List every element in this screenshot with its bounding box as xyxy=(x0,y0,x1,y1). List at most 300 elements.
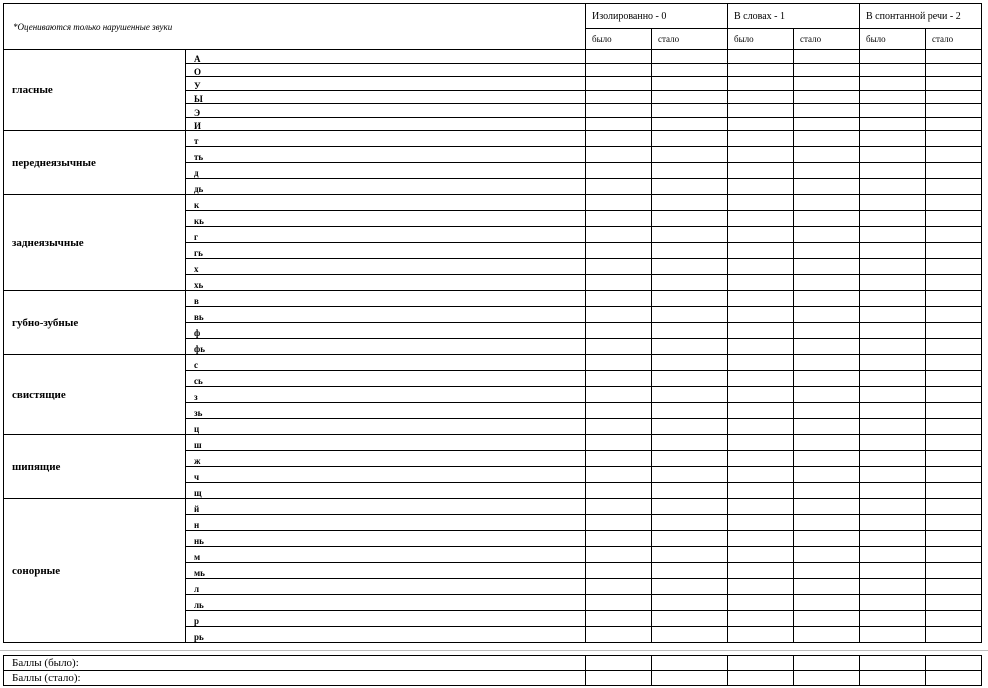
score-cell[interactable] xyxy=(794,656,860,671)
score-cell[interactable] xyxy=(926,195,982,211)
score-cell[interactable] xyxy=(860,211,926,227)
score-cell[interactable] xyxy=(652,211,728,227)
score-cell[interactable] xyxy=(926,50,982,64)
score-cell[interactable] xyxy=(926,291,982,307)
score-cell[interactable] xyxy=(652,563,728,579)
score-cell[interactable] xyxy=(860,355,926,371)
section-divider xyxy=(0,650,988,651)
score-cell[interactable] xyxy=(860,579,926,595)
score-cell[interactable] xyxy=(926,611,982,627)
score-cell[interactable] xyxy=(926,77,982,91)
score-cell[interactable] xyxy=(794,117,860,131)
sound-label: О xyxy=(186,63,586,77)
score-cell[interactable] xyxy=(794,195,860,211)
score-cell[interactable] xyxy=(586,531,652,547)
score-cell[interactable] xyxy=(728,104,794,118)
score-cell[interactable] xyxy=(728,77,794,91)
score-cell[interactable] xyxy=(860,419,926,435)
score-cell[interactable] xyxy=(728,227,794,243)
sound-row xyxy=(4,435,982,451)
score-cell[interactable] xyxy=(728,179,794,195)
score-cell[interactable] xyxy=(860,117,926,131)
score-cell[interactable] xyxy=(794,307,860,323)
score-cell[interactable] xyxy=(860,104,926,118)
score-cell[interactable] xyxy=(652,275,728,291)
score-cell[interactable] xyxy=(860,515,926,531)
sound-label: дь xyxy=(186,179,586,195)
score-cell[interactable] xyxy=(652,611,728,627)
score-cell[interactable] xyxy=(586,275,652,291)
score-cell[interactable] xyxy=(586,355,652,371)
score-cell[interactable] xyxy=(652,435,728,451)
score-cell[interactable] xyxy=(728,50,794,64)
score-cell[interactable] xyxy=(794,611,860,627)
score-cell[interactable] xyxy=(794,451,860,467)
score-cell[interactable] xyxy=(652,671,728,686)
score-cell[interactable] xyxy=(926,355,982,371)
sound-label: сь xyxy=(186,371,586,387)
score-cell[interactable] xyxy=(926,595,982,611)
score-cell[interactable] xyxy=(860,275,926,291)
score-cell[interactable] xyxy=(652,63,728,77)
subheader-after: стало xyxy=(794,29,860,50)
score-cell[interactable] xyxy=(728,387,794,403)
score-cell[interactable] xyxy=(926,307,982,323)
score-cell[interactable] xyxy=(926,515,982,531)
score-cell[interactable] xyxy=(586,579,652,595)
score-cell[interactable] xyxy=(586,371,652,387)
score-cell[interactable] xyxy=(652,163,728,179)
score-cell[interactable] xyxy=(586,50,652,64)
score-cell[interactable] xyxy=(926,579,982,595)
score-cell[interactable] xyxy=(794,435,860,451)
score-cell[interactable] xyxy=(652,50,728,64)
score-cell[interactable] xyxy=(586,117,652,131)
score-cell[interactable] xyxy=(652,259,728,275)
score-cell[interactable] xyxy=(794,387,860,403)
score-cell[interactable] xyxy=(728,611,794,627)
score-cell[interactable] xyxy=(586,227,652,243)
score-row-after xyxy=(4,671,982,686)
sound-row xyxy=(4,355,982,371)
score-cell[interactable] xyxy=(728,275,794,291)
sound-label: Ы xyxy=(186,90,586,104)
score-cell[interactable] xyxy=(926,339,982,355)
score-cell[interactable] xyxy=(860,656,926,671)
score-cell[interactable] xyxy=(586,339,652,355)
score-cell[interactable] xyxy=(728,451,794,467)
score-cell[interactable] xyxy=(652,451,728,467)
score-cell[interactable] xyxy=(926,531,982,547)
score-cell[interactable] xyxy=(728,467,794,483)
group-label-hissing: шипящие xyxy=(4,435,186,499)
score-cell[interactable] xyxy=(794,339,860,355)
score-cell[interactable] xyxy=(860,371,926,387)
score-cell[interactable] xyxy=(728,307,794,323)
group-label-anterior: переднеязычные xyxy=(4,131,186,195)
score-row-before xyxy=(4,656,982,671)
score-cell[interactable] xyxy=(586,563,652,579)
score-cell[interactable] xyxy=(794,403,860,419)
score-cell[interactable] xyxy=(728,259,794,275)
score-cell[interactable] xyxy=(794,259,860,275)
score-cell[interactable] xyxy=(728,515,794,531)
score-cell[interactable] xyxy=(586,104,652,118)
sound-label: ль xyxy=(186,595,586,611)
score-cell[interactable] xyxy=(794,483,860,499)
score-cell[interactable] xyxy=(926,179,982,195)
score-cell[interactable] xyxy=(586,259,652,275)
score-cell[interactable] xyxy=(860,307,926,323)
score-cell[interactable] xyxy=(794,131,860,147)
score-cell[interactable] xyxy=(728,403,794,419)
sound-label: И xyxy=(186,117,586,131)
score-cell[interactable] xyxy=(652,77,728,91)
score-cell[interactable] xyxy=(926,371,982,387)
sound-label: А xyxy=(186,50,586,64)
score-cell[interactable] xyxy=(926,163,982,179)
score-cell[interactable] xyxy=(926,259,982,275)
score-cell[interactable] xyxy=(860,467,926,483)
score-cell[interactable] xyxy=(652,90,728,104)
sound-label: ц xyxy=(186,419,586,435)
score-cell[interactable] xyxy=(728,656,794,671)
score-cell[interactable] xyxy=(728,339,794,355)
header-in-words: В словах - 1 xyxy=(728,4,860,29)
header-spontaneous: В спонтанной речи - 2 xyxy=(860,4,982,29)
score-cell[interactable] xyxy=(860,339,926,355)
sound-label: л xyxy=(186,579,586,595)
sound-label: ть xyxy=(186,147,586,163)
score-cell[interactable] xyxy=(652,483,728,499)
sound-label: с xyxy=(186,355,586,371)
score-cell[interactable] xyxy=(652,403,728,419)
score-cell[interactable] xyxy=(728,211,794,227)
score-cell[interactable] xyxy=(586,307,652,323)
score-cell[interactable] xyxy=(794,63,860,77)
score-cell[interactable] xyxy=(586,419,652,435)
score-cell[interactable] xyxy=(652,467,728,483)
score-cell[interactable] xyxy=(652,656,728,671)
score-cell[interactable] xyxy=(926,435,982,451)
score-cell[interactable] xyxy=(586,403,652,419)
score-cell[interactable] xyxy=(586,291,652,307)
table-note: *Оцениваются только нарушенные звуки xyxy=(4,4,586,50)
score-cell[interactable] xyxy=(652,147,728,163)
score-cell[interactable] xyxy=(794,291,860,307)
score-cell[interactable] xyxy=(860,547,926,563)
score-cell[interactable] xyxy=(860,611,926,627)
score-cell[interactable] xyxy=(652,531,728,547)
score-cell[interactable] xyxy=(652,547,728,563)
score-cell[interactable] xyxy=(926,387,982,403)
score-cell[interactable] xyxy=(728,499,794,515)
score-cell[interactable] xyxy=(860,627,926,643)
sound-label: р xyxy=(186,611,586,627)
score-cell[interactable] xyxy=(728,435,794,451)
score-cell[interactable] xyxy=(794,355,860,371)
score-cell[interactable] xyxy=(794,531,860,547)
score-cell[interactable] xyxy=(926,147,982,163)
score-cell[interactable] xyxy=(860,671,926,686)
score-cell[interactable] xyxy=(586,611,652,627)
score-cell[interactable] xyxy=(586,467,652,483)
score-cell[interactable] xyxy=(794,627,860,643)
score-cell[interactable] xyxy=(586,387,652,403)
score-cell[interactable] xyxy=(728,63,794,77)
sound-label: У xyxy=(186,77,586,91)
score-cell[interactable] xyxy=(860,259,926,275)
score-cell[interactable] xyxy=(794,579,860,595)
score-cell[interactable] xyxy=(794,227,860,243)
score-cell[interactable] xyxy=(586,323,652,339)
score-cell[interactable] xyxy=(728,563,794,579)
score-cell[interactable] xyxy=(926,547,982,563)
score-cell[interactable] xyxy=(794,104,860,118)
score-cell[interactable] xyxy=(794,547,860,563)
score-cell[interactable] xyxy=(652,339,728,355)
score-cell[interactable] xyxy=(728,627,794,643)
score-cell[interactable] xyxy=(652,323,728,339)
score-table xyxy=(3,655,982,686)
score-cell[interactable] xyxy=(794,323,860,339)
sound-label: Э xyxy=(186,104,586,118)
score-cell[interactable] xyxy=(860,387,926,403)
score-cell[interactable] xyxy=(926,323,982,339)
score-cell[interactable] xyxy=(860,131,926,147)
group-label-posterior: заднеязычные xyxy=(4,195,186,291)
score-cell[interactable] xyxy=(860,435,926,451)
score-cell[interactable] xyxy=(926,131,982,147)
header-isolated: Изолированно - 0 xyxy=(586,4,728,29)
score-cell[interactable] xyxy=(794,147,860,163)
score-cell[interactable] xyxy=(926,499,982,515)
score-cell[interactable] xyxy=(586,147,652,163)
group-label-labiodental: губно-зубные xyxy=(4,291,186,355)
score-cell[interactable] xyxy=(652,179,728,195)
score-cell[interactable] xyxy=(794,595,860,611)
score-cell[interactable] xyxy=(860,243,926,259)
score-cell[interactable] xyxy=(794,50,860,64)
sound-label: ф xyxy=(186,323,586,339)
score-cell[interactable] xyxy=(728,131,794,147)
score-cell[interactable] xyxy=(926,211,982,227)
sound-row xyxy=(4,291,982,307)
sound-label: й xyxy=(186,499,586,515)
score-cell[interactable] xyxy=(926,483,982,499)
group-label-whistling: свистящие xyxy=(4,355,186,435)
score-cell[interactable] xyxy=(586,243,652,259)
sound-label: з xyxy=(186,387,586,403)
sound-label: ж xyxy=(186,451,586,467)
score-cell[interactable] xyxy=(860,291,926,307)
score-cell[interactable] xyxy=(652,627,728,643)
score-cell[interactable] xyxy=(794,275,860,291)
score-cell[interactable] xyxy=(728,419,794,435)
sound-label: д xyxy=(186,163,586,179)
score-cell[interactable] xyxy=(728,595,794,611)
score-cell[interactable] xyxy=(926,671,982,686)
score-cell[interactable] xyxy=(586,435,652,451)
score-cell[interactable] xyxy=(652,307,728,323)
score-cell[interactable] xyxy=(860,77,926,91)
sound-label: м xyxy=(186,547,586,563)
score-label-after: Баллы (стало): xyxy=(4,671,586,686)
score-cell[interactable] xyxy=(652,195,728,211)
score-cell[interactable] xyxy=(586,499,652,515)
score-cell[interactable] xyxy=(728,671,794,686)
sound-label: гь xyxy=(186,243,586,259)
score-cell[interactable] xyxy=(794,77,860,91)
score-cell[interactable] xyxy=(926,656,982,671)
score-cell[interactable] xyxy=(652,595,728,611)
sound-label: нь xyxy=(186,531,586,547)
score-cell[interactable] xyxy=(586,671,652,686)
score-cell[interactable] xyxy=(926,104,982,118)
score-cell[interactable] xyxy=(652,499,728,515)
subheader-before: было xyxy=(586,29,652,50)
score-cell[interactable] xyxy=(728,163,794,179)
score-cell[interactable] xyxy=(586,211,652,227)
score-cell[interactable] xyxy=(652,387,728,403)
subheader-after: стало xyxy=(926,29,982,50)
score-cell[interactable] xyxy=(926,451,982,467)
sound-label: кь xyxy=(186,211,586,227)
score-cell[interactable] xyxy=(652,104,728,118)
score-cell[interactable] xyxy=(652,117,728,131)
score-cell[interactable] xyxy=(586,90,652,104)
score-cell[interactable] xyxy=(794,467,860,483)
score-cell[interactable] xyxy=(860,403,926,419)
score-cell[interactable] xyxy=(586,63,652,77)
score-cell[interactable] xyxy=(586,595,652,611)
score-cell[interactable] xyxy=(728,579,794,595)
score-cell[interactable] xyxy=(728,483,794,499)
subheader-after: стало xyxy=(652,29,728,50)
score-label-before: Баллы (было): xyxy=(4,656,586,671)
sound-row xyxy=(4,50,982,64)
score-cell[interactable] xyxy=(794,211,860,227)
score-cell[interactable] xyxy=(860,163,926,179)
score-cell[interactable] xyxy=(586,195,652,211)
score-cell[interactable] xyxy=(926,227,982,243)
score-cell[interactable] xyxy=(794,563,860,579)
score-cell[interactable] xyxy=(794,515,860,531)
score-cell[interactable] xyxy=(926,419,982,435)
score-cell[interactable] xyxy=(794,671,860,686)
score-cell[interactable] xyxy=(728,147,794,163)
score-cell[interactable] xyxy=(860,323,926,339)
score-cell[interactable] xyxy=(926,563,982,579)
score-cell[interactable] xyxy=(728,355,794,371)
score-cell[interactable] xyxy=(586,77,652,91)
sound-label: вь xyxy=(186,307,586,323)
score-cell[interactable] xyxy=(926,243,982,259)
score-cell[interactable] xyxy=(794,163,860,179)
score-cell[interactable] xyxy=(652,243,728,259)
score-cell[interactable] xyxy=(652,355,728,371)
sound-row xyxy=(4,131,982,147)
score-cell[interactable] xyxy=(860,50,926,64)
score-cell[interactable] xyxy=(926,467,982,483)
score-cell[interactable] xyxy=(926,117,982,131)
score-cell[interactable] xyxy=(586,483,652,499)
score-cell[interactable] xyxy=(926,403,982,419)
score-cell[interactable] xyxy=(794,243,860,259)
sound-label: г xyxy=(186,227,586,243)
score-cell[interactable] xyxy=(586,451,652,467)
sound-assessment-table xyxy=(3,3,982,643)
score-cell[interactable] xyxy=(860,483,926,499)
score-cell[interactable] xyxy=(860,179,926,195)
score-cell[interactable] xyxy=(860,451,926,467)
score-cell[interactable] xyxy=(860,227,926,243)
score-cell[interactable] xyxy=(586,179,652,195)
score-cell[interactable] xyxy=(586,627,652,643)
score-cell[interactable] xyxy=(926,627,982,643)
score-cell[interactable] xyxy=(586,515,652,531)
sound-label: к xyxy=(186,195,586,211)
sound-label: зь xyxy=(186,403,586,419)
score-cell[interactable] xyxy=(794,90,860,104)
score-cell[interactable] xyxy=(586,656,652,671)
score-cell[interactable] xyxy=(860,499,926,515)
score-cell[interactable] xyxy=(860,595,926,611)
score-cell[interactable] xyxy=(794,499,860,515)
score-cell[interactable] xyxy=(586,163,652,179)
subheader-before: было xyxy=(728,29,794,50)
sound-label: рь xyxy=(186,627,586,643)
score-cell[interactable] xyxy=(860,531,926,547)
subheader-before: было xyxy=(860,29,926,50)
sound-label: ч xyxy=(186,467,586,483)
score-cell[interactable] xyxy=(652,515,728,531)
sound-row xyxy=(4,499,982,515)
score-cell[interactable] xyxy=(926,90,982,104)
score-cell[interactable] xyxy=(728,90,794,104)
score-cell[interactable] xyxy=(728,117,794,131)
score-cell[interactable] xyxy=(652,579,728,595)
score-cell[interactable] xyxy=(652,227,728,243)
score-cell[interactable] xyxy=(794,371,860,387)
score-cell[interactable] xyxy=(926,275,982,291)
score-cell[interactable] xyxy=(652,371,728,387)
score-cell[interactable] xyxy=(860,63,926,77)
score-cell[interactable] xyxy=(860,195,926,211)
score-cell[interactable] xyxy=(728,531,794,547)
score-cell[interactable] xyxy=(860,90,926,104)
score-cell[interactable] xyxy=(652,131,728,147)
score-cell[interactable] xyxy=(860,563,926,579)
sound-label: в xyxy=(186,291,586,307)
score-cell[interactable] xyxy=(728,547,794,563)
score-cell[interactable] xyxy=(794,179,860,195)
sound-label: хь xyxy=(186,275,586,291)
score-cell[interactable] xyxy=(728,243,794,259)
score-cell[interactable] xyxy=(728,371,794,387)
score-cell[interactable] xyxy=(860,147,926,163)
score-cell[interactable] xyxy=(586,547,652,563)
score-cell[interactable] xyxy=(586,131,652,147)
sound-label: мь xyxy=(186,563,586,579)
score-cell[interactable] xyxy=(728,291,794,307)
score-cell[interactable] xyxy=(652,291,728,307)
score-cell[interactable] xyxy=(728,323,794,339)
score-cell[interactable] xyxy=(794,419,860,435)
score-cell[interactable] xyxy=(652,419,728,435)
score-cell[interactable] xyxy=(926,63,982,77)
score-cell[interactable] xyxy=(728,195,794,211)
